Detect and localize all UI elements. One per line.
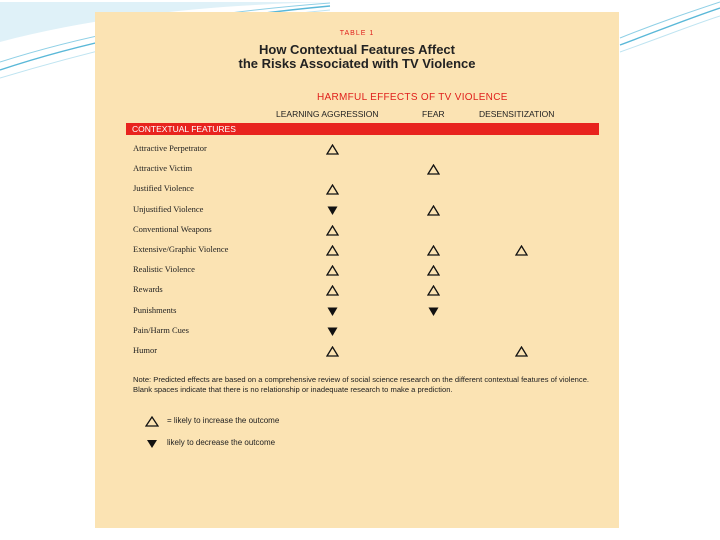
title-line-2: the Risks Associated with TV Violence (238, 56, 476, 71)
row-feature-label: Humor (133, 345, 158, 355)
column-header-desensitization: DESENSITIZATION (479, 109, 555, 119)
table-row (95, 261, 619, 281)
legend-increase-text: = likely to increase the outcome (167, 416, 280, 425)
table-row (95, 180, 619, 200)
decrease-triangle-icon (145, 438, 159, 449)
table-row (95, 241, 619, 261)
column-header-learning-aggression: LEARNING AGGRESSION (276, 109, 379, 119)
table-row (95, 221, 619, 241)
table-row (95, 322, 619, 342)
row-feature-label: Realistic Violence (133, 264, 195, 275)
decrease-triangle-icon (326, 326, 339, 337)
increase-triangle-icon (326, 184, 339, 195)
column-header-fear: FEAR (422, 109, 445, 119)
effects-header: HARMFUL EFFECTS OF TV VIOLENCE (317, 92, 508, 103)
increase-triangle-icon (427, 205, 440, 216)
table-label: TABLE 1 (339, 30, 375, 37)
increase-triangle-icon (326, 144, 339, 155)
increase-triangle-icon (326, 346, 339, 357)
increase-triangle-icon (326, 285, 339, 296)
increase-triangle-icon (326, 265, 339, 276)
increase-triangle-icon (427, 265, 440, 276)
row-feature-label: Punishments (133, 304, 177, 315)
table-row (95, 140, 619, 160)
legend-decrease-text: likely to decrease the outcome (167, 438, 276, 447)
increase-triangle-icon (427, 245, 440, 256)
row-feature-label: Pain/Harm Cues (133, 324, 189, 335)
row-feature-label: Rewards (133, 284, 163, 295)
title-line-1: How Contextual Features Affect (259, 42, 455, 57)
increase-triangle-icon (427, 164, 440, 175)
increase-triangle-icon (515, 346, 528, 357)
row-feature-label: Unjustified Violence (133, 203, 204, 214)
contextual-features-bar (126, 123, 599, 135)
increase-triangle-icon (515, 245, 528, 256)
increase-triangle-icon (326, 245, 339, 256)
table-row (95, 281, 619, 301)
row-feature-label: Attractive Victim (133, 163, 193, 174)
table-title (95, 43, 619, 71)
row-feature-label: Extensive/Graphic Violence (133, 244, 229, 254)
row-feature-label: Conventional Weapons (133, 223, 212, 234)
table-row (95, 342, 619, 362)
increase-triangle-icon (427, 285, 440, 296)
row-feature-label: Justified Violence (133, 183, 194, 194)
table-page (95, 12, 619, 528)
decrease-triangle-icon (427, 306, 440, 317)
decrease-triangle-icon (326, 306, 339, 317)
row-feature-label: Attractive Perpetrator (133, 143, 207, 153)
increase-triangle-icon (145, 416, 159, 427)
contextual-features-header: CONTEXTUAL FEATURES (132, 124, 236, 134)
table-row (95, 302, 619, 322)
table-row (95, 201, 619, 221)
table-note: Note: Predicted effects are based on a comprehensive review of social science research on the different contextual features of violence. Blank spaces indicate that there is no relationship or inadequate research to make a prediction. (133, 375, 590, 394)
decrease-triangle-icon (326, 205, 339, 216)
increase-triangle-icon (326, 225, 339, 236)
table-row (95, 160, 619, 180)
